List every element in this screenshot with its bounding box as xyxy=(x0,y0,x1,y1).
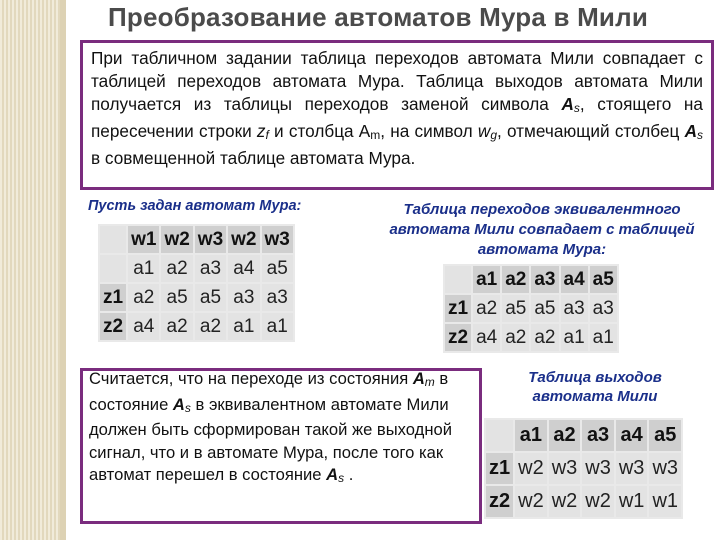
table-row xyxy=(100,313,293,340)
table-cell: a3 xyxy=(561,295,588,322)
output-caption: Таблица выходов автомата Мили xyxy=(528,369,662,405)
table-cell: w2 xyxy=(582,486,614,517)
table-row xyxy=(486,453,681,484)
table-row xyxy=(486,420,681,451)
table-row-header: z2 xyxy=(100,313,126,340)
intro-paragraph: При табличном задании таблица переходов автомата Мили совпадает с таблицей переходов автомата Мура. Таблица выходов автомата Мили получается из таблицы переходов заменой символа As, стоящего на пересечении строки zf и столбца Am, на символ wg, отмечающий столбец As в совмещенной таблице автомата Мура. xyxy=(91,48,703,168)
table-cell: a5 xyxy=(531,295,558,322)
table-header-cell: a2 xyxy=(549,420,581,451)
table-header-cell: a3 xyxy=(582,420,614,451)
table-row xyxy=(445,324,617,351)
table-cell: w2 xyxy=(549,486,581,517)
table-row-header: z2 xyxy=(486,486,513,517)
table-cell: a3 xyxy=(228,284,259,311)
table-header-cell: w3 xyxy=(262,226,293,253)
table-cell xyxy=(486,420,513,451)
table-row-header: z1 xyxy=(445,295,471,322)
moore-caption: Пусть задан автомат Мура: xyxy=(88,198,302,214)
table-cell: w3 xyxy=(649,453,681,484)
table-row xyxy=(445,295,617,322)
table-cell: a2 xyxy=(195,313,226,340)
note-paragraph: Считается, что на переходе из состояния Am в состояние As в эквивалентном автомате Мили должен быть сформирован такой же выходной сигнал, что и в автомате Мура, после того как автомат перешел в состояние As . xyxy=(89,369,452,485)
table-cell: a5 xyxy=(262,255,293,282)
table-cell: a5 xyxy=(195,284,226,311)
table-header-cell: a3 xyxy=(531,266,558,293)
slide-title: Преобразование автоматов Мура в Мили xyxy=(108,2,649,32)
table-cell: a5 xyxy=(161,284,192,311)
table-cell: a4 xyxy=(228,255,259,282)
table-header-cell: w2 xyxy=(161,226,192,253)
table-cell xyxy=(100,255,126,282)
table-cell: a2 xyxy=(161,255,192,282)
table-cell: a1 xyxy=(128,255,159,282)
table-cell: w3 xyxy=(582,453,614,484)
note-box xyxy=(80,368,482,524)
table-row-header: z2 xyxy=(445,324,471,351)
table-header-cell: a4 xyxy=(616,420,648,451)
table-cell: w3 xyxy=(616,453,648,484)
table-cell: w1 xyxy=(616,486,648,517)
transition-caption: Таблица переходов эквивалентного автомата Мили совпадает с таблицей автомата Мура: xyxy=(389,201,695,258)
table-header-cell: a4 xyxy=(561,266,588,293)
table-header-cell: w1 xyxy=(128,226,159,253)
table-header-cell: a5 xyxy=(590,266,617,293)
table-cell: a1 xyxy=(561,324,588,351)
intro-box xyxy=(80,40,714,190)
output-table xyxy=(484,418,683,519)
table-cell: a5 xyxy=(502,295,529,322)
moore-table xyxy=(98,224,295,342)
table-row xyxy=(445,266,617,293)
table-row xyxy=(100,255,293,282)
table-row-header: z1 xyxy=(486,453,513,484)
table-cell: a1 xyxy=(228,313,259,340)
table-header-cell: a5 xyxy=(649,420,681,451)
table-header-cell: a2 xyxy=(502,266,529,293)
table-cell: a2 xyxy=(531,324,558,351)
table-cell: w1 xyxy=(649,486,681,517)
left-decor-stripe xyxy=(0,0,60,540)
left-decor-band xyxy=(60,0,66,540)
table-row xyxy=(100,226,293,253)
table-cell: w3 xyxy=(549,453,581,484)
table-cell: a3 xyxy=(195,255,226,282)
table-cell xyxy=(445,266,471,293)
table-row xyxy=(100,284,293,311)
table-cell: a4 xyxy=(473,324,500,351)
table-row xyxy=(486,486,681,517)
table-cell: a2 xyxy=(128,284,159,311)
table-header-cell: a1 xyxy=(515,420,547,451)
table-cell: w2 xyxy=(515,453,547,484)
table-row-header: z1 xyxy=(100,284,126,311)
table-cell xyxy=(100,226,126,253)
table-cell: a3 xyxy=(262,284,293,311)
table-cell: a4 xyxy=(128,313,159,340)
table-cell: a2 xyxy=(161,313,192,340)
table-cell: a2 xyxy=(502,324,529,351)
table-cell: a2 xyxy=(473,295,500,322)
table-header-cell: w2 xyxy=(228,226,259,253)
table-cell: w2 xyxy=(515,486,547,517)
table-cell: a1 xyxy=(262,313,293,340)
table-cell: a1 xyxy=(590,324,617,351)
table-header-cell: w3 xyxy=(195,226,226,253)
table-header-cell: a1 xyxy=(473,266,500,293)
table-cell: a3 xyxy=(590,295,617,322)
transition-table xyxy=(443,264,619,353)
